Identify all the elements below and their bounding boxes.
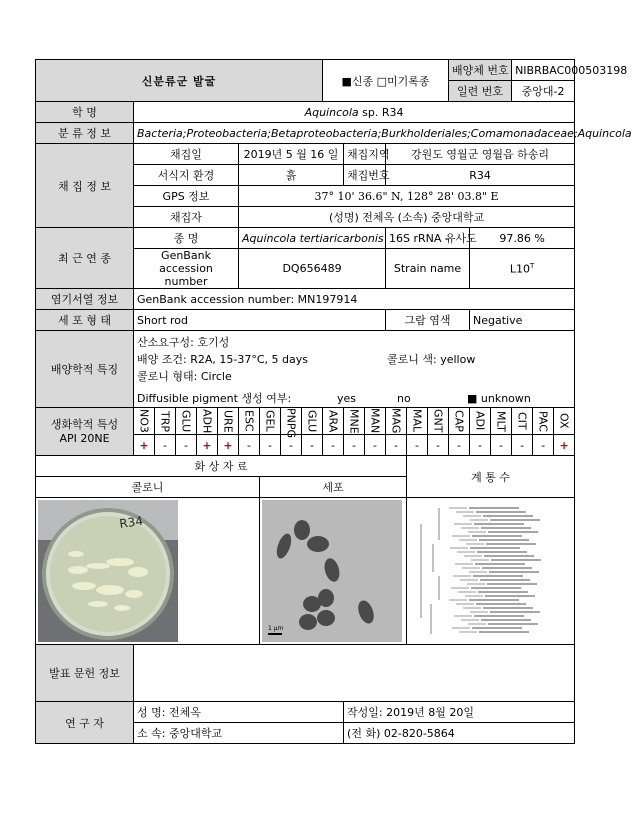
similarity: 97.86 % — [470, 228, 575, 249]
api-result-19: - — [533, 435, 554, 456]
colony-shape: 콜로니 형태: Circle — [137, 370, 232, 383]
strain-name — [470, 249, 575, 289]
api-test-16: ADI — [470, 408, 491, 435]
api-result-9: - — [323, 435, 344, 456]
collection-place-label: 채집지역 — [344, 144, 386, 165]
colony-photo — [38, 500, 178, 642]
image-section-label: 화 상 자 료 — [36, 456, 407, 477]
phylogenetic-tree-cell — [407, 498, 575, 645]
sequence-label: 염기서열 정보 — [36, 289, 134, 310]
phylogenetic-tree — [409, 500, 589, 642]
similarity-label: 16S rRNA 유사도 — [386, 228, 470, 249]
colony-image-cell — [36, 498, 260, 645]
habitat-label: 서식지 환경 — [134, 165, 239, 186]
api-result-0: + — [134, 435, 155, 456]
collection-label: 채 집 정 보 — [36, 144, 134, 228]
sample-no-label: 채집번호 — [344, 165, 386, 186]
researcher-label: 연 구 자 — [36, 702, 134, 744]
culture-conditions-row — [137, 351, 571, 367]
gps-value: 37° 10' 36.6" N, 128° 28' 03.8" E — [239, 186, 575, 207]
api-test-10: MNE — [344, 408, 365, 435]
colony-color: 콜로니 색: yellow — [387, 353, 476, 366]
genus-name: Aquincola — [304, 105, 359, 119]
name-label: 학 명 — [36, 102, 134, 123]
api-test-7: PNPG — [281, 408, 302, 435]
api-test-3: ADH — [197, 408, 218, 435]
strain-label: Strain name — [386, 249, 470, 289]
culture-no: NIBRBAC000503198 — [512, 60, 575, 81]
habitat: 흙 — [239, 165, 344, 186]
species-label: 종 명 — [134, 228, 239, 249]
api-result-8: - — [302, 435, 323, 456]
pigment-label: Diffusible pigment 생성 여부: — [137, 392, 292, 405]
api-label-line2: API 20NE — [59, 431, 110, 445]
plate-label: R34 — [118, 513, 144, 531]
api-test-6: GEL — [260, 408, 281, 435]
nearest-label: 최 근 연 종 — [36, 228, 134, 289]
serial-no-label: 일련 번호 — [449, 81, 512, 102]
publication-label: 발표 문헌 정보 — [36, 645, 134, 702]
type-strain-mark: T — [529, 261, 535, 270]
api-test-11: MAN — [365, 408, 386, 435]
api-result-7: - — [281, 435, 302, 456]
strain-value: L10 — [509, 262, 530, 276]
report-form — [35, 59, 632, 744]
api-test-4: URE — [218, 408, 239, 435]
api-result-17: - — [491, 435, 512, 456]
pigment-no-option[interactable]: no — [397, 392, 411, 405]
report-date: 작성일: 2019년 8월 20일 — [344, 702, 575, 723]
genbank-label: GenBank accession number — [134, 249, 239, 289]
api-result-11: - — [365, 435, 386, 456]
species-suffix: sp. R34 — [358, 105, 404, 119]
sample-no: R34 — [386, 165, 575, 186]
api-test-9: ARA — [323, 408, 344, 435]
api-result-4: + — [218, 435, 239, 456]
api-result-18: - — [512, 435, 533, 456]
sequence-value: GenBank accession number: MN197914 — [134, 289, 575, 310]
gram-label: 그람 염색 — [386, 310, 470, 331]
collector-label: 채집자 — [134, 207, 239, 228]
researcher-name: 성 명: 전체옥 — [134, 702, 344, 723]
researcher-affiliation: 소 속: 중앙대학교 — [134, 723, 344, 744]
api-test-19: PAC — [533, 408, 554, 435]
publication-value — [134, 645, 575, 702]
pigment-row — [137, 390, 571, 406]
colony-image-label: 콜로니 — [36, 477, 260, 498]
api-result-13: - — [407, 435, 428, 456]
researcher-phone: (전 화) 02-820-5864 — [344, 723, 575, 744]
api-result-6: - — [260, 435, 281, 456]
api-test-8: GLU — [302, 408, 323, 435]
page-title: 신분류군 발굴 — [36, 60, 323, 102]
collection-place: 강원도 영월군 영월읍 하송리 — [386, 144, 575, 165]
api-test-17: MLT — [491, 408, 512, 435]
nearest-species: Aquincola tertiaricarbonis — [239, 228, 386, 249]
cell-shape: Short rod — [134, 310, 386, 331]
api-test-20: OX — [554, 408, 575, 435]
culture-no-label: 배양체 번호 — [449, 60, 512, 81]
serial-no: 중앙대-2 — [512, 81, 575, 102]
api-result-2: - — [176, 435, 197, 456]
collector: (성명) 전체옥 (소속) 중앙대학교 — [239, 207, 575, 228]
classification-label: 분 류 정 보 — [36, 123, 134, 144]
collection-date-label: 채집일 — [134, 144, 239, 165]
culture-conditions: 배양 조건: R2A, 15-37°C, 5 days — [137, 353, 308, 366]
collection-date: 2019년 5 월 16 일 — [239, 144, 344, 165]
api-result-15: - — [449, 435, 470, 456]
api-result-1: - — [155, 435, 176, 456]
unrecorded-species-checkbox[interactable]: □미기록종 — [376, 74, 430, 88]
api-result-12: - — [386, 435, 407, 456]
tree-label: 계 통 수 — [407, 456, 575, 498]
api-result-3: + — [197, 435, 218, 456]
culture-details — [134, 331, 575, 408]
classification-value: Bacteria;Proteobacteria;Betaproteobacteria;Burkholderiales;Comamonadaceae;Aquincola — [134, 123, 575, 144]
api-test-14: GNT — [428, 408, 449, 435]
cell-image-cell — [260, 498, 407, 645]
scientific-name — [134, 102, 575, 123]
new-species-checkbox[interactable]: ■신종 — [341, 74, 374, 88]
cell-label: 세 포 형 태 — [36, 310, 134, 331]
scale-bar-label: 1 μm — [268, 625, 284, 632]
api-test-2: GLU — [176, 408, 197, 435]
api-test-5: ESC — [239, 408, 260, 435]
api-test-18: CIT — [512, 408, 533, 435]
taxon-type-marks — [323, 60, 449, 102]
api-test-12: MAG — [386, 408, 407, 435]
api-result-14: - — [428, 435, 449, 456]
report-sheet — [35, 59, 632, 744]
api-test-13: MAL — [407, 408, 428, 435]
oxygen-requirement: 산소요구성: 호기성 — [137, 336, 230, 349]
gps-label: GPS 정보 — [134, 186, 239, 207]
api-label-line1: 생화학적 특성 — [50, 417, 119, 431]
api-test-1: TRP — [155, 408, 176, 435]
pigment-yes-option[interactable]: yes — [337, 392, 357, 405]
api-result-5: - — [239, 435, 260, 456]
api-label — [36, 408, 134, 456]
api-test-15: CAP — [449, 408, 470, 435]
cell-image-label: 세포 — [260, 477, 407, 498]
tem-micrograph — [262, 500, 402, 642]
pigment-unknown-option[interactable]: ■ unknown — [467, 392, 531, 405]
culture-label: 배양학적 특징 — [36, 331, 134, 408]
api-result-10: - — [344, 435, 365, 456]
api-result-16: - — [470, 435, 491, 456]
genbank-accession: DQ656489 — [239, 249, 386, 289]
api-result-20: + — [554, 435, 575, 456]
gram-result: Negative — [470, 310, 575, 331]
api-test-0: NO3 — [134, 408, 155, 435]
